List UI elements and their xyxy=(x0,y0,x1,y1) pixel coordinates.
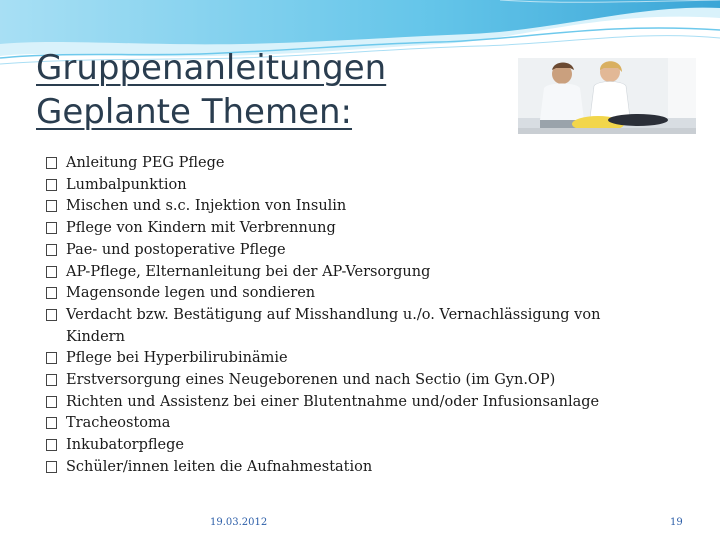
checkbox-bullet-icon xyxy=(46,287,57,299)
list-item xyxy=(46,392,666,414)
checkbox-bullet-icon xyxy=(46,244,57,256)
checkbox-bullet-icon xyxy=(46,352,57,364)
list-item-text: Lumbalpunktion xyxy=(66,176,187,193)
list-item-text: Pflege bei Hyperbilirubinämie xyxy=(66,350,288,367)
checkbox-bullet-icon xyxy=(46,417,57,429)
page-number: 19 xyxy=(670,517,683,528)
list-item-text: Magensonde legen und sondieren xyxy=(66,285,316,302)
list-item-text: Pae- und postoperative Pflege xyxy=(66,241,286,258)
topic-list xyxy=(46,153,666,479)
slide-title xyxy=(36,46,386,134)
list-item xyxy=(46,457,666,479)
list-item-text-continuation: Kindern xyxy=(66,328,125,345)
list-item-text: Inkubatorpflege xyxy=(66,437,185,454)
list-item-text: Pflege von Kindern mit Verbrennung xyxy=(66,220,336,237)
checkbox-bullet-icon xyxy=(46,461,57,473)
list-item xyxy=(46,262,666,284)
nurses-illustration-icon xyxy=(518,58,696,134)
list-item xyxy=(46,175,666,197)
list-item xyxy=(46,305,666,348)
list-item xyxy=(46,153,666,175)
list-item-text: Schüler/innen leiten die Aufnahmestation xyxy=(66,458,373,475)
list-item xyxy=(46,370,666,392)
checkbox-bullet-icon xyxy=(46,439,57,451)
checkbox-bullet-icon xyxy=(46,309,57,321)
list-item-text: Richten und Assistenz bei einer Blutentnahme und/oder Infusionsanlage xyxy=(66,393,600,410)
list-item xyxy=(46,413,666,435)
title-line-2: Geplante Themen: xyxy=(36,92,353,132)
list-item xyxy=(46,196,666,218)
list-item xyxy=(46,240,666,262)
checkbox-bullet-icon xyxy=(46,374,57,386)
checkbox-bullet-icon xyxy=(46,266,57,278)
list-item-text: Erstversorgung eines Neugeborenen und nach Sectio (im Gyn.OP) xyxy=(66,372,556,389)
list-item xyxy=(46,348,666,370)
list-item-text: Verdacht bzw. Bestätigung auf Misshandlung u./o. Vernachlässigung von xyxy=(66,306,601,323)
title-line-1: Gruppenanleitungen xyxy=(36,48,387,88)
checkbox-bullet-icon xyxy=(46,200,57,212)
list-item-text: Mischen und s.c. Injektion von Insulin xyxy=(66,198,347,215)
list-item xyxy=(46,218,666,240)
checkbox-bullet-icon xyxy=(46,396,57,408)
checkbox-bullet-icon xyxy=(46,222,57,234)
footer-date: 19.03.2012 xyxy=(210,517,268,528)
checkbox-bullet-icon xyxy=(46,179,57,191)
nursing-photo xyxy=(518,58,696,134)
list-item-text: Anleitung PEG Pflege xyxy=(66,155,225,171)
list-item-text: AP-Pflege, Elternanleitung bei der AP-Versorgung xyxy=(66,263,431,280)
checkbox-bullet-icon xyxy=(46,157,57,169)
list-item xyxy=(46,435,666,457)
list-item xyxy=(46,283,666,305)
list-item-text: Tracheostoma xyxy=(66,415,171,432)
